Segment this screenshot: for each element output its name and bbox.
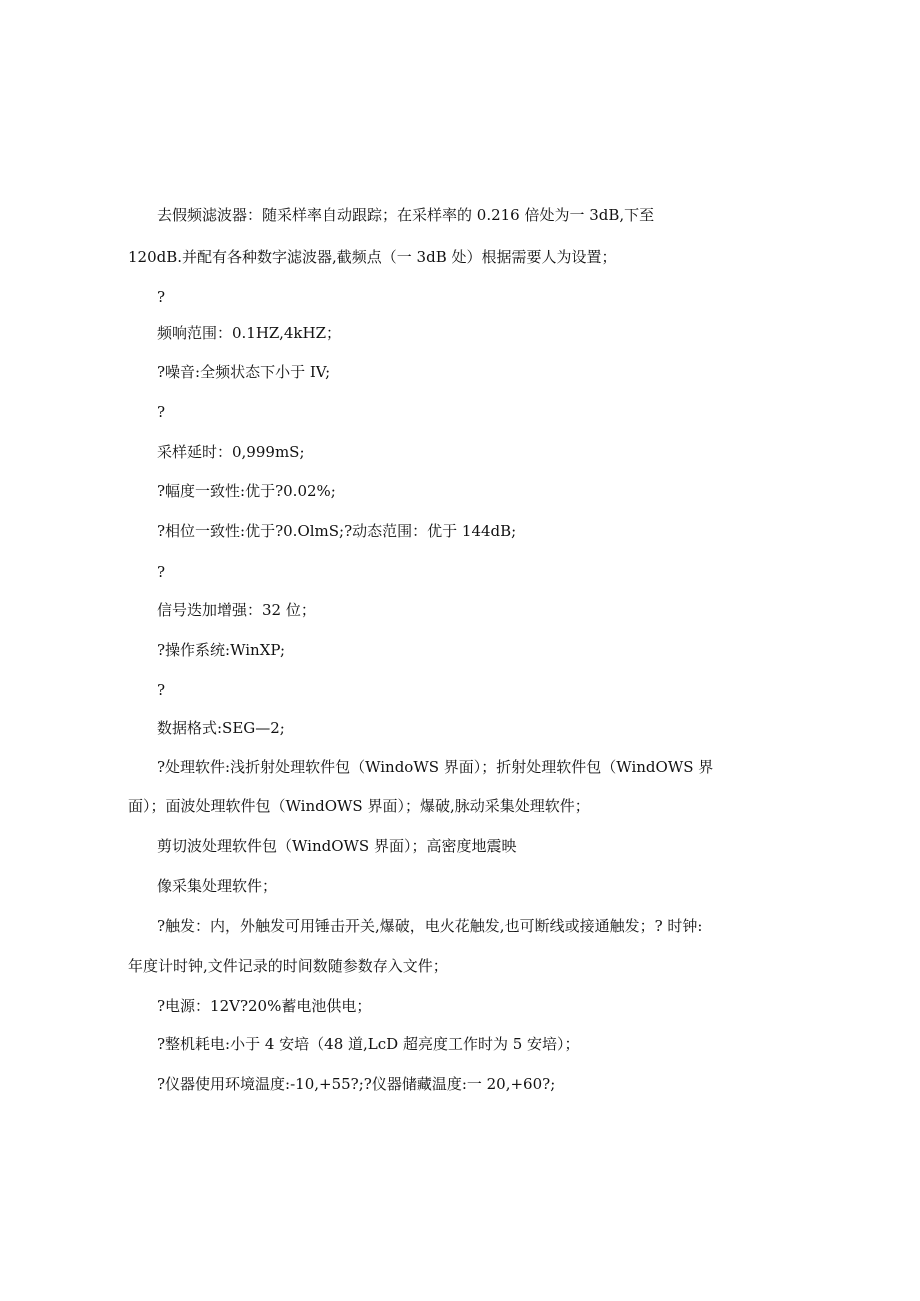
spec-line-imaging-software: 像采集处理软件； <box>157 877 278 895</box>
spec-line-processing-software-cont: 面）；面波处理软件包（WindOWS 界面）；爆破,脉动采集处理软件； <box>128 797 590 815</box>
spec-line-data-format: 数据格式:SEG—2; <box>157 719 285 737</box>
spec-line-antialias-filter-cont: 120dB.并配有各种数字滤波器,截频点（一 3dB 处）根据需要人为设置； <box>128 248 617 266</box>
spec-line-bullet: ? <box>157 403 166 421</box>
spec-line-signal-stacking: 信号迭加增强：32 位； <box>157 601 316 619</box>
spec-line-shear-wave-software: 剪切波处理软件包（WindOWS 界面）；高密度地震映 <box>157 837 517 855</box>
spec-line-power-consumption: ?整机耗电:小于 4 安培（48 道,LcD 超亮度工作时为 5 安培）； <box>157 1035 580 1053</box>
spec-line-noise: ?噪音:全频状态下小于 IV; <box>157 363 331 381</box>
spec-line-bullet: ? <box>157 288 166 306</box>
spec-line-bullet: ? <box>157 681 166 699</box>
spec-line-antialias-filter: 去假频滤波器：随采样率自动跟踪；在采样率的 0.216 倍处为一 3dB,下至 <box>157 206 655 224</box>
spec-line-sampling-delay: 采样延时：0,999mS; <box>157 443 305 461</box>
spec-line-clock-cont: 年度计时钟,文件记录的时间数随参数存入文件； <box>128 957 448 975</box>
spec-line-power-supply: ?电源：12V?20%蓄电池供电； <box>157 997 372 1015</box>
spec-line-bullet: ? <box>157 563 166 581</box>
spec-line-amplitude-consistency: ?幅度一致性:优于?0.02%; <box>157 482 336 500</box>
spec-line-operating-system: ?操作系统:WinXP; <box>157 641 285 659</box>
spec-line-frequency-range: 频响范围：0.1HZ,4kHZ； <box>157 324 341 342</box>
spec-line-trigger-clock: ?触发：内，外触发可用锤击开关,爆破，电火花触发,也可断线或接通触发；? 时钟: <box>157 917 703 935</box>
spec-line-temperature: ?仪器使用环境温度:-10,+55?;?仪器储藏温度:一 20,+60?; <box>157 1075 556 1093</box>
spec-line-processing-software: ?处理软件:浅折射处理软件包（WindoWS 界面）；折射处理软件包（WindOWS 界 <box>157 758 714 776</box>
spec-line-phase-consistency: ?相位一致性:优于?0.OlmS;?动态范围：优于 144dB; <box>157 522 517 540</box>
